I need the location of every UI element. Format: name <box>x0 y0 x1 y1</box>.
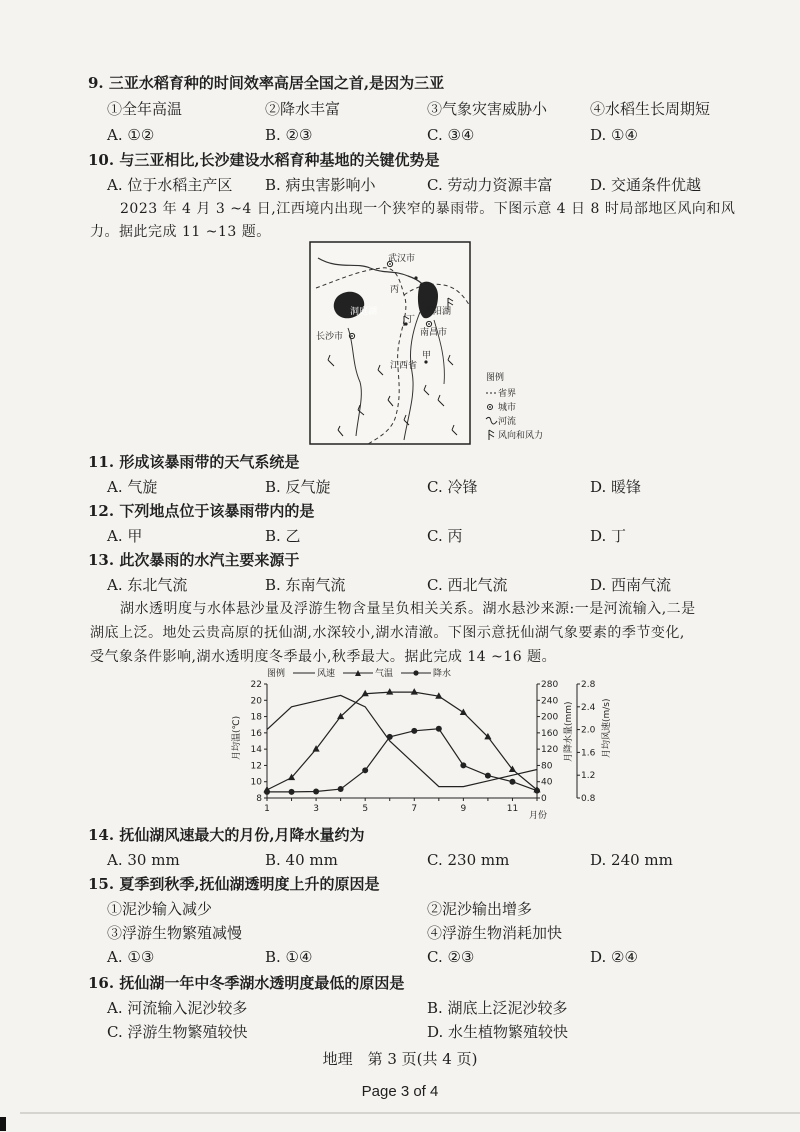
chart-tick-label-temp: 10 <box>250 777 262 788</box>
q14-option-a[interactable]: A. 30 mm <box>107 851 180 869</box>
rainstorm-map <box>308 240 560 448</box>
legend-boundary: 省界 <box>498 389 517 399</box>
chart-point-precip <box>436 726 442 732</box>
chart-tick-label-temp: 14 <box>250 745 262 756</box>
chart-axis-temp-label: 月均温(℃) <box>232 715 242 760</box>
chart-point-temp <box>386 688 393 695</box>
q15-stmt-4: ④浮游生物消耗加快 <box>427 924 563 942</box>
chart-point-precip <box>509 779 515 785</box>
q12-option-b[interactable]: B. 乙 <box>265 527 301 545</box>
q15-stmt-1: ①泥沙输入减少 <box>107 900 213 918</box>
q12-option-c[interactable]: C. 丙 <box>427 527 463 545</box>
q10-option-a[interactable]: A. 位于水稻主产区 <box>107 176 233 194</box>
q14-option-b[interactable]: B. 40 mm <box>265 851 338 869</box>
chart-tick-label-temp: 22 <box>250 680 262 690</box>
chart-tick-label-precip: 40 <box>541 777 553 788</box>
q13-option-b[interactable]: B. 东南气流 <box>265 576 346 594</box>
chart-point-precip <box>362 767 368 773</box>
q15-stem: 15. 夏季到秋季,抚仙湖透明度上升的原因是 <box>88 875 380 893</box>
legend-wind: 风向和风力 <box>498 431 544 441</box>
chart-tick-label-month: 9 <box>460 804 467 814</box>
chart-point-precip <box>411 728 417 734</box>
q12-stem: 12. 下列地点位于该暴雨带内的是 <box>88 502 315 520</box>
q16-option-b[interactable]: B. 湖底上泛泥沙较多 <box>427 999 568 1017</box>
chart-point-precip <box>264 789 270 795</box>
chart-tick-label-precip: 120 <box>541 745 559 756</box>
passage2-line3: 受气象条件影响,湖水透明度冬季最小,秋季最大。据此完成 14 ~16 题。 <box>90 649 557 665</box>
climate-chart <box>225 664 615 824</box>
q14-stem: 14. 抚仙湖风速最大的月份,月降水量约为 <box>88 826 365 844</box>
footer-page-indicator: Page 3 of 4 <box>361 1083 439 1100</box>
chart-point-precip <box>338 786 344 792</box>
q13-option-a[interactable]: A. 东北气流 <box>107 576 188 594</box>
q10-stem: 10. 与三亚相比,长沙建设水稻育种基地的关键优势是 <box>88 151 440 169</box>
passage2-line1: 湖水透明度与水体悬沙量及浮游生物含量呈负相关关系。湖水悬沙来源:一是河流输入,二是 <box>120 601 696 617</box>
chart-legend-temp: 气温 <box>375 669 394 679</box>
label-nanchang: 南昌市 <box>420 328 448 338</box>
q11-option-c[interactable]: C. 冷锋 <box>427 478 478 496</box>
chart-point-temp <box>460 709 467 716</box>
q15-option-d[interactable]: D. ②④ <box>590 948 638 966</box>
footer-subject-page: 地理 第 3 页(共 4 页) <box>322 1050 478 1068</box>
q16-stem: 16. 抚仙湖一年中冬季湖水透明度最低的原因是 <box>88 974 405 992</box>
q15-stmt-3: ③浮游生物繁殖减慢 <box>107 924 243 942</box>
q9-stmt-1: ①全年高温 <box>107 100 183 118</box>
label-jiangxi: 江西省 <box>390 361 418 371</box>
q15-stmt-2: ②泥沙输出增多 <box>427 900 533 918</box>
chart-legend-title: 图例 <box>267 669 286 679</box>
chart-axis-wind-label: 月均风速(m/s) <box>602 698 612 758</box>
q14-option-d[interactable]: D. 240 mm <box>590 851 673 869</box>
legend-title: 图例 <box>486 373 505 383</box>
passage1-line2: 力。据此完成 11 ~13 题。 <box>90 224 271 240</box>
q12-option-d[interactable]: D. 丁 <box>590 527 627 545</box>
chart-tick-label-precip: 160 <box>541 728 559 739</box>
chart-tick-label-month: 3 <box>313 804 319 814</box>
q9-option-c[interactable]: C. ③④ <box>427 126 475 144</box>
chart-legend-wind: 风速 <box>317 669 336 679</box>
chart-tick-label-month: 5 <box>362 804 369 814</box>
scan-edge-line <box>20 1112 800 1114</box>
q9-option-b[interactable]: B. ②③ <box>265 126 313 144</box>
chart-tick-label-wind: 2.0 <box>581 725 596 736</box>
q9-stmt-2: ②降水丰富 <box>265 100 341 118</box>
chart-tick-label-wind: 0.8 <box>581 794 596 804</box>
chart-point-temp <box>411 688 418 695</box>
q13-option-c[interactable]: C. 西北气流 <box>427 576 508 594</box>
scan-corner-mark <box>0 1117 6 1131</box>
chart-point-precip <box>387 734 393 740</box>
label-changsha: 长沙市 <box>316 332 344 342</box>
q9-stem: 9. 三亚水稻育种的时间效率高居全国之首,是因为三亚 <box>88 74 445 92</box>
chart-tick-label-precip: 80 <box>541 761 553 772</box>
q11-stem: 11. 形成该暴雨带的天气系统是 <box>88 453 300 471</box>
chart-tick-label-precip: 280 <box>541 680 559 690</box>
q9-option-a[interactable]: A. ①② <box>107 126 155 144</box>
chart-tick-label-wind: 1.6 <box>581 748 596 759</box>
legend-river: 河流 <box>498 417 517 427</box>
chart-tick-label-month: 7 <box>411 804 418 814</box>
q15-option-b[interactable]: B. ①④ <box>265 948 313 966</box>
chart-point-precip <box>289 789 295 795</box>
chart-series-line-1 <box>267 695 537 786</box>
chart-tick-label-temp: 8 <box>256 794 262 804</box>
chart-tick-label-wind: 2.8 <box>581 680 596 690</box>
chart-tick-label-temp: 18 <box>250 712 262 723</box>
chart-point-precip <box>313 788 319 794</box>
chart-tick-label-temp: 20 <box>250 696 262 707</box>
chart-tick-label-precip: 0 <box>541 794 547 804</box>
q15-option-a[interactable]: A. ①③ <box>107 948 155 966</box>
q9-stmt-4: ④水稻生长周期短 <box>590 100 711 118</box>
q11-option-b[interactable]: B. 反气旋 <box>265 478 331 496</box>
label-poyang: 鄱阳湖 <box>424 307 452 317</box>
chart-point-precip <box>485 773 491 779</box>
chart-series-line-2 <box>267 692 537 790</box>
chart-tick-label-precip: 240 <box>541 696 559 707</box>
q10-option-c[interactable]: C. 劳动力资源丰富 <box>427 176 553 194</box>
q9-option-d[interactable]: D. ①④ <box>590 126 638 144</box>
chart-legend-precip: 降水 <box>433 669 452 679</box>
chart-point-precip <box>534 788 540 794</box>
chart-tick-label-temp: 16 <box>250 728 262 739</box>
chart-tick-label-precip: 200 <box>541 712 559 723</box>
point-jia: 甲 <box>422 351 432 361</box>
q15-option-c[interactable]: C. ②③ <box>427 948 475 966</box>
q10-option-d[interactable]: D. 交通条件优越 <box>590 176 702 194</box>
q16-option-c[interactable]: C. 浮游生物繁殖较快 <box>107 1023 248 1041</box>
chart-tick-label-month: 1 <box>264 804 270 814</box>
q16-option-a[interactable]: A. 河流输入泥沙较多 <box>107 999 248 1017</box>
point-bing: 丙 <box>390 285 400 295</box>
passage2-line2: 湖底上泛。地处云贵高原的抚仙湖,水深较小,湖水清澈。下图示意抚仙湖气象要素的季节变化, <box>90 625 685 641</box>
q13-option-d[interactable]: D. 西南气流 <box>590 576 672 594</box>
chart-tick-label-wind: 1.2 <box>581 771 596 782</box>
chart-month-unit: 月份 <box>529 811 548 821</box>
q9-stmt-3: ③气象灾害威胁小 <box>427 100 548 118</box>
q11-option-d[interactable]: D. 暖锋 <box>590 478 642 496</box>
q14-option-c[interactable]: C. 230 mm <box>427 851 510 869</box>
q16-option-d[interactable]: D. 水生植物繁殖较快 <box>427 1023 569 1041</box>
chart-series-line-3 <box>267 729 537 792</box>
q10-option-b[interactable]: B. 病虫害影响小 <box>265 176 376 194</box>
passage1-line1: 2023 年 4 月 3 ~4 日,江西境内出现一个狭窄的暴雨带。下图示意 4 日 8 时局部地区风向和风 <box>120 201 736 217</box>
chart-tick-label-wind: 2.4 <box>581 702 596 713</box>
q11-option-a[interactable]: A. 气旋 <box>107 478 158 496</box>
chart-axis-precip-label: 月降水量(mm) <box>564 701 574 762</box>
label-wuhan: 武汉市 <box>388 254 416 264</box>
chart-point-precip <box>460 762 466 768</box>
label-dongting: 洞庭湖 <box>350 307 378 317</box>
q13-stem: 13. 此次暴雨的水汽主要来源于 <box>88 551 300 569</box>
point-ding: 丁 <box>406 315 416 325</box>
q12-option-a[interactable]: A. 甲 <box>107 527 143 545</box>
chart-tick-label-temp: 12 <box>250 761 262 772</box>
legend-city: 城市 <box>498 403 517 413</box>
chart-tick-label-month: 11 <box>506 804 519 814</box>
